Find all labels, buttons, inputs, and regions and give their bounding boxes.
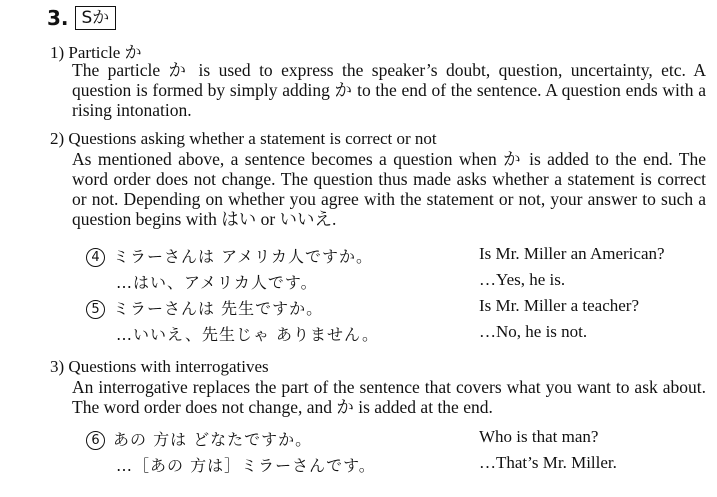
example-marker: 6 — [86, 431, 105, 450]
example-5-answer-en: …No, he is not. — [479, 322, 588, 341]
example-4-answer-en: …Yes, he is. — [479, 270, 566, 289]
example-text: ミラーさんは アメリカ人ですか。 — [113, 247, 373, 266]
section-2-title: 2) Questions asking whether a statement is correct or not — [50, 129, 437, 148]
section-3-body: An interrogative replaces the part of the sentence that covers what you want to ask about. The word order does not change, and か is added at the end. — [72, 377, 706, 417]
example-text: …はい、アメリカ人です。 — [116, 273, 318, 292]
example-6-jp — [86, 427, 312, 450]
example-5-answer-jp — [116, 322, 379, 345]
example-text: …いいえ、先生じゃ ありません。 — [116, 325, 380, 344]
example-text: ミラーさんは 先生ですか。 — [113, 299, 324, 318]
example-5-jp — [86, 296, 323, 319]
example-4-jp — [86, 244, 373, 267]
example-6-en: Who is that man? — [479, 427, 599, 446]
example-marker: 4 — [86, 248, 105, 267]
example-marker: 5 — [86, 300, 105, 319]
example-4-answer-jp — [116, 270, 318, 293]
example-6-answer-jp — [116, 453, 376, 476]
section-heading — [47, 6, 116, 30]
section-1-body: The particle か is used to express the speaker’s doubt, question, uncertainty, etc. A question is formed by simply adding か to the end of the sentence. A question ends with a rising intonation. — [72, 60, 706, 120]
example-text: …［あの 方は］ミラーさんです。 — [116, 456, 376, 475]
section-3-title: 3) Questions with interrogatives — [50, 357, 269, 376]
section-2-body: As mentioned above, a sentence becomes a question when か is added to the end. The word order does not change. The question thus made asks whether a statement is correct or not. Depending on whether you agree with the statement or not, your answer to such a question begins with はい or いいえ. — [72, 149, 706, 229]
example-5-en: Is Mr. Miller a teacher? — [479, 296, 640, 315]
example-text: あの 方は どなたですか。 — [113, 430, 313, 449]
pattern-box: Sか — [75, 6, 117, 30]
example-6-answer-en: …That’s Mr. Miller. — [479, 453, 617, 472]
section-1-title: 1) Particle か — [50, 43, 142, 62]
example-4-en: Is Mr. Miller an American? — [479, 244, 665, 263]
section-number: 3. — [47, 6, 69, 30]
